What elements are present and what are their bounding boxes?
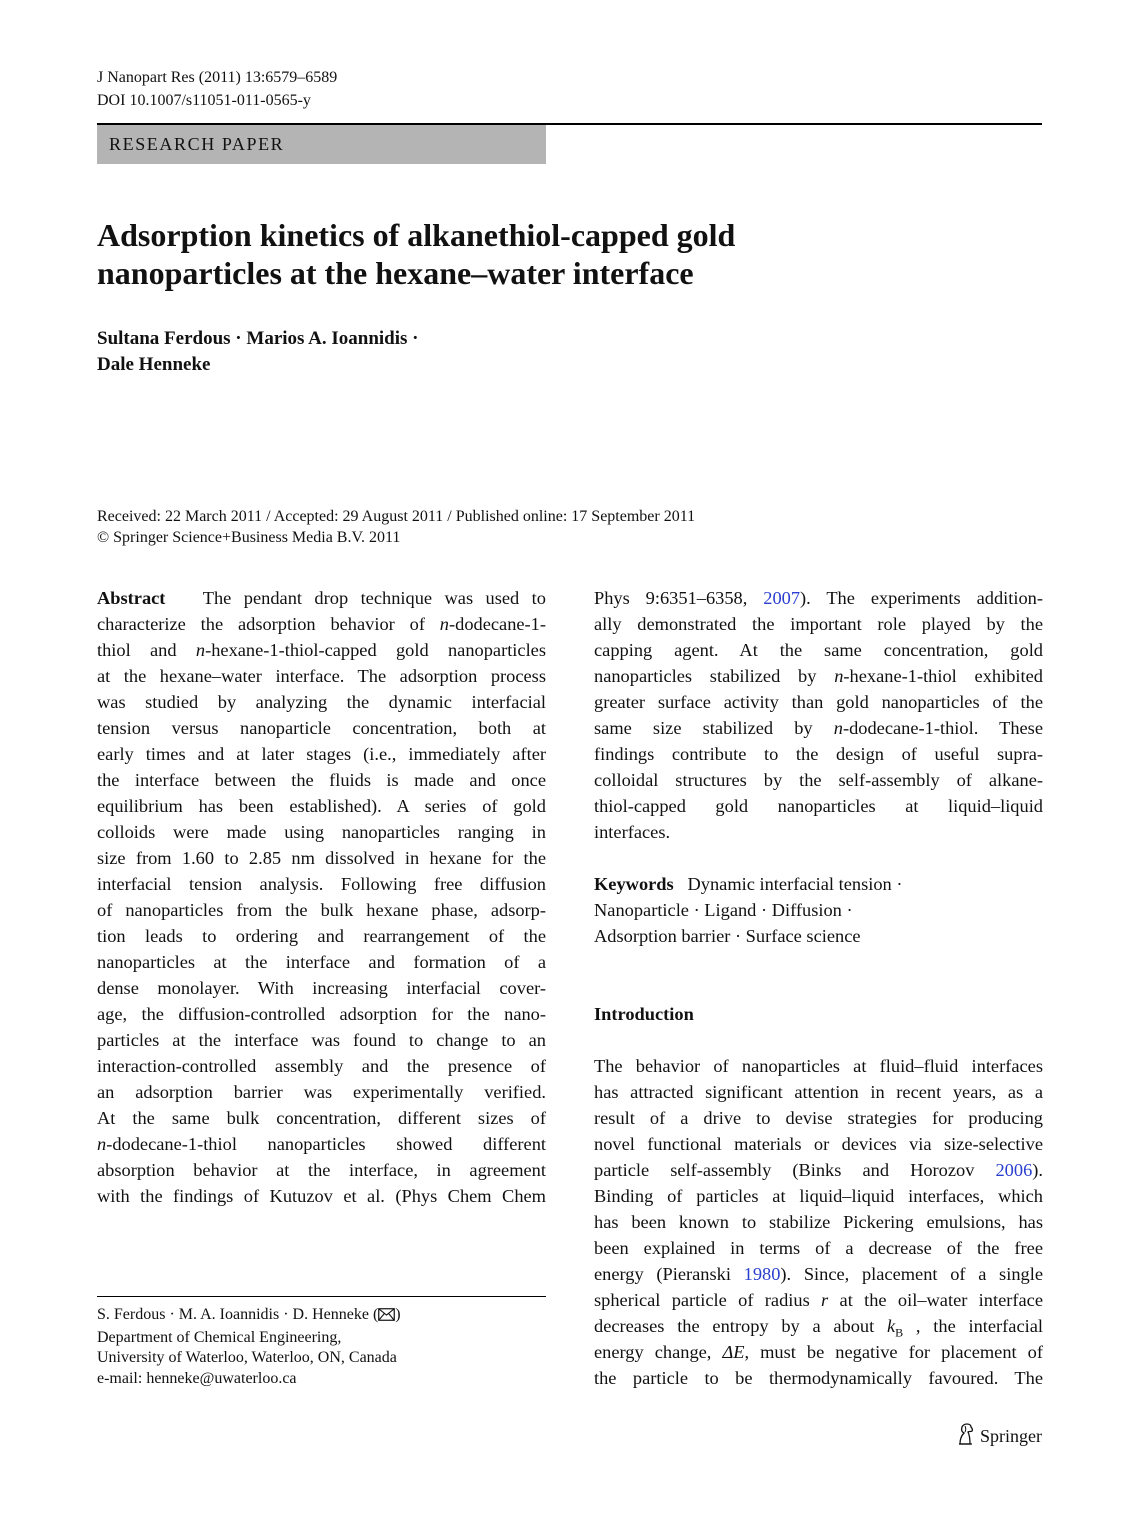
footnote-rule	[97, 1296, 546, 1297]
footnote-authors: S. Ferdous · M. A. Ioannidis · D. Henneke ( )	[97, 1305, 401, 1328]
publication-dates	[97, 506, 695, 548]
abstract-line: tion leads to ordering and rearrangement of the	[97, 926, 546, 946]
abstract-line: same size stabilized by n-dodecane-1-thiol. These	[594, 718, 1043, 738]
intro-line: The behavior of nanoparticles at fluid–fluid interfaces	[594, 1056, 1043, 1076]
abstract-line: nanoparticles stabilized by n-hexane-1-thiol exhibited	[594, 666, 1043, 686]
intro-line: Binding of particles at liquid–liquid interfaces, which	[594, 1186, 1043, 1206]
abstract-line: early times and at later stages (i.e., immediately after	[97, 744, 546, 764]
citation-link[interactable]: 2006	[995, 1160, 1033, 1180]
abstract-line: Phys 9:6351–6358, 2007). The experiments addition-	[594, 588, 1043, 608]
abstract-line: with the findings of Kutuzov et al. (Phys Chem Chem	[97, 1186, 546, 1206]
abstract-line: absorption behavior at the interface, in agreement	[97, 1160, 546, 1180]
abstract-line: dense monolayer. With increasing interfacial cover-	[97, 978, 546, 998]
abstract-line: age, the diffusion-controlled adsorption for the nano-	[97, 1004, 546, 1024]
abstract-line: Abstract The pendant drop technique was used to	[97, 588, 546, 608]
abstract-line: an adsorption barrier was experimentally verified.	[97, 1082, 546, 1102]
abstract-line: interfaces.	[594, 822, 671, 842]
abstract-line: thiol-capped gold nanoparticles at liquid–liquid	[594, 796, 1043, 816]
footnote-email[interactable]: e-mail: henneke@uwaterloo.ca	[97, 1369, 297, 1387]
abstract-heading: Abstract	[97, 588, 166, 608]
footnote-university: University of Waterloo, Waterloo, ON, Canada	[97, 1349, 397, 1366]
citation-link[interactable]: 2007	[763, 588, 801, 608]
abstract-line: nanoparticles at the interface and formation of a	[97, 952, 546, 972]
abstract-line: equilibrium has been established). A series of gold	[97, 796, 546, 816]
intro-line: spherical particle of radius r at the oil–water interface	[594, 1290, 1043, 1310]
abstract-line: at the hexane–water interface. The adsorption process	[97, 666, 546, 686]
abstract-line: the interface between the fluids is made and once	[97, 770, 546, 790]
abstract-line: colloids were made using nanoparticles ranging in	[97, 822, 546, 842]
footnote-department: Department of Chemical Engineering,	[97, 1328, 342, 1346]
keywords-line: Nanoparticle · Ligand · Diffusion ·	[594, 900, 853, 920]
abstract-line: capping agent. At the same concentration, gold	[594, 640, 1043, 660]
springer-horse-icon	[956, 1422, 980, 1451]
envelope-icon	[378, 1307, 395, 1328]
dates-line: Received: 22 March 2011 / Accepted: 29 August 2011 / Published online: 17 September 2011	[97, 508, 696, 525]
keywords-heading: Keywords	[594, 874, 674, 894]
intro-line: decreases the entropy by a about $k_B$ , the interfacial	[594, 1316, 1044, 1340]
paper-title	[97, 216, 897, 292]
abstract-line: size from 1.60 to 2.85 nm dissolved in hexane for the	[97, 848, 546, 868]
abstract-line: ally demonstrated the important role played by the	[594, 614, 1043, 634]
abstract-column	[97, 585, 546, 1209]
author-affiliation-footnote	[97, 1305, 401, 1389]
copyright-line: © Springer Science+Business Media B.V. 2011	[97, 529, 401, 546]
right-column	[594, 585, 1043, 1391]
journal-header	[97, 66, 337, 112]
intro-line: been explained in terms of a decrease of the free	[594, 1238, 1043, 1258]
authors-line-2: Dale Henneke	[97, 354, 211, 375]
category-label: RESEARCH PAPER	[97, 125, 546, 164]
abstract-line: interfacial tension analysis. Following free diffusion	[97, 874, 546, 894]
abstract-line: greater surface activity than gold nanoparticles of the	[594, 692, 1043, 712]
abstract-line: particles at the interface was found to change to an	[97, 1030, 546, 1050]
section-heading-introduction: Introduction	[594, 1004, 694, 1024]
abstract-line: colloidal structures by the self-assembly of alkane-	[594, 770, 1043, 790]
abstract-line: interaction-controlled assembly and the presence of	[97, 1056, 546, 1076]
title-line-1: Adsorption kinetics of alkanethiol-capped gold	[97, 217, 736, 253]
intro-line: particle self-assembly (Binks and Horozov 2006).	[594, 1160, 1043, 1180]
abstract-line: was studied by analyzing the dynamic interfacial	[97, 692, 546, 712]
publisher-logo	[956, 1422, 1042, 1451]
abstract-line: of nanoparticles from the bulk hexane phase, adsorp-	[97, 900, 546, 920]
abstract-line: thiol and n-hexane-1-thiol-capped gold nanoparticles	[97, 640, 546, 660]
intro-line: has attracted significant attention in recent years, as a	[594, 1082, 1043, 1102]
keywords-line: Keywords Dynamic interfacial tension ·	[594, 874, 903, 894]
abstract-line: findings contribute to the design of useful supra-	[594, 744, 1043, 764]
author-list	[97, 326, 419, 378]
keywords-line: Adsorption barrier · Surface science	[594, 926, 861, 946]
intro-line: result of a drive to devise strategies for producing	[594, 1108, 1043, 1128]
intro-line: has been known to stabilize Pickering emulsions, has	[594, 1212, 1043, 1232]
abstract-line: characterize the adsorption behavior of n-dodecane-1-	[97, 614, 546, 634]
intro-line: energy (Pieranski 1980). Since, placement of a single	[594, 1264, 1043, 1284]
journal-citation: J Nanopart Res (2011) 13:6579–6589	[97, 69, 338, 86]
intro-line: the particle to be thermodynamically favoured. The	[594, 1368, 1043, 1388]
abstract-line: tension versus nanoparticle concentration, both at	[97, 718, 546, 738]
citation-link[interactable]: 1980	[743, 1264, 781, 1284]
abstract-line: n-dodecane-1-thiol nanoparticles showed different	[97, 1134, 546, 1154]
title-line-2: nanoparticles at the hexane–water interface	[97, 255, 694, 291]
abstract-line: At the same bulk concentration, different sizes of	[97, 1108, 546, 1128]
intro-line: novel functional materials or devices via size-selective	[594, 1134, 1043, 1154]
intro-line: energy change, ΔE, must be negative for placement of	[594, 1342, 1043, 1362]
doi: DOI 10.1007/s11051-011-0565-y	[97, 92, 311, 109]
authors-line-1: Sultana Ferdous · Marios A. Ioannidis ·	[97, 328, 419, 349]
publisher-name: Springer	[980, 1426, 1042, 1446]
